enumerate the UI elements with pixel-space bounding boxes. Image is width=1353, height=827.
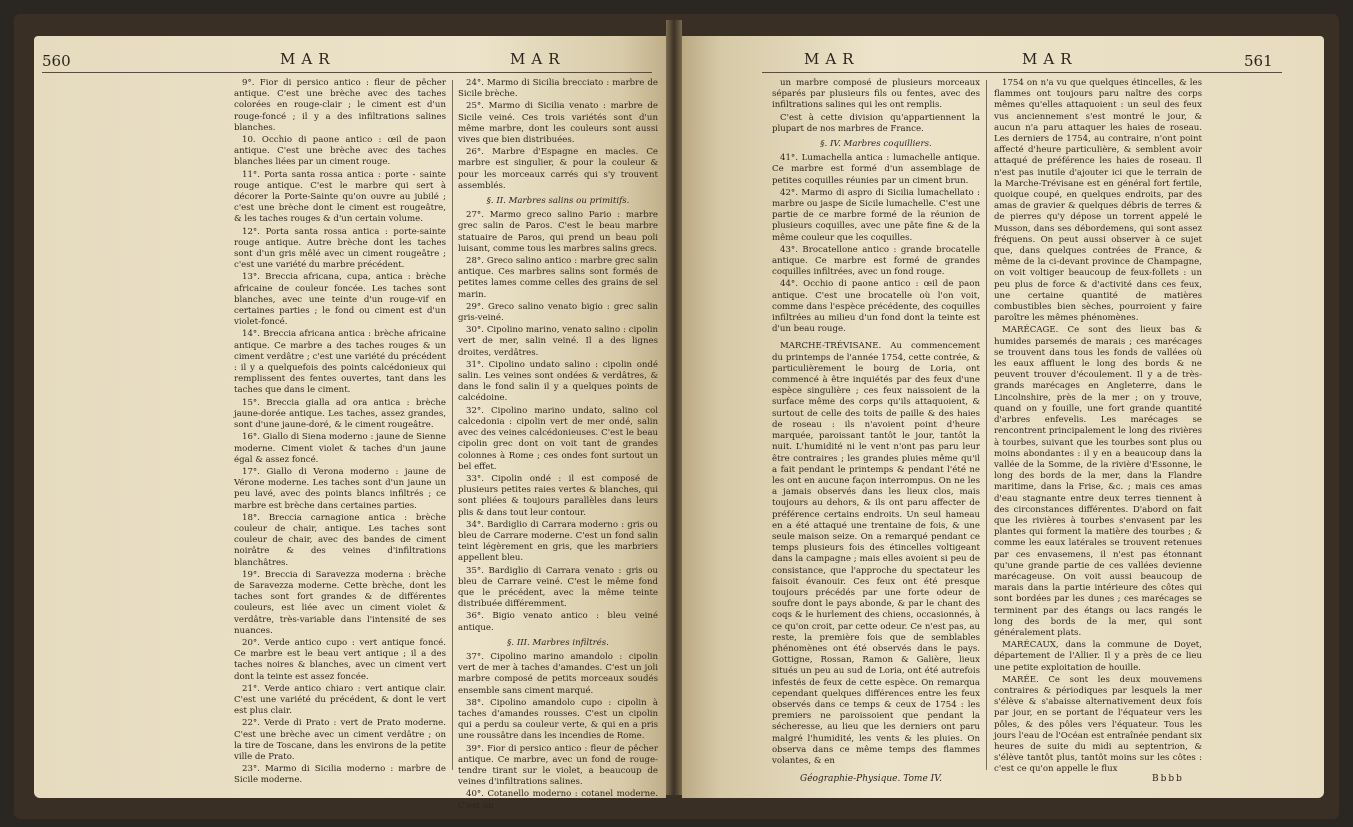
heading-marbres-salins: §. II. Marbres salins ou primitifs. bbox=[486, 196, 630, 207]
paragraph: 11°. Porta santa rossa antica : porte - sainte rouge antique. C'est le marbre qui sert à décorer la Porte-Sainte qu'on ouvre au jubilé ; c'est une brèche dont le ciment est rougeâtre, & les taches rouges & d'un certain volume. bbox=[234, 169, 446, 225]
left-running-head-2: MAR bbox=[510, 50, 566, 68]
paragraph: 27°. Marmo greco salino Pario : marbre grec salin de Paros. C'est le beau marbre statuaire de Paros, qui prend un beau poli luisant, comme tous les marbres salins grecs. bbox=[458, 210, 658, 254]
paragraph: MARÉCAUX, dans la commune de Doyet, département de l'Allier. Il y a près de ce lieu une petite exploitation de houille. bbox=[994, 640, 1202, 673]
paragraph: 31°. Cipolino undato salino : cipolin ondé salin. Les veines sont ondées & verdâtres, & dans le fond salin il y a quelques points de calcédoine. bbox=[458, 359, 658, 404]
heading-marbres-infiltres: §. III. Marbres infiltrés. bbox=[507, 637, 609, 648]
left-page-number: 560 bbox=[42, 52, 71, 70]
paragraph: 35°. Bardiglio di Carrara venato : gris ou bleu de Carrare veiné. C'est le même fond que le précédent, avec la même teinte distribuée différemment. bbox=[458, 565, 658, 610]
signature-mark: Bbbb bbox=[1152, 774, 1184, 784]
paragraph: 15°. Breccia gialla ad ora antica : brèche jaune-dorée antique. Les taches, assez grandes, sont d'une jaune-doré, & le ciment rougeâtre. bbox=[234, 397, 446, 431]
paragraph: 28°. Greco salino antico : marbre grec salin antique. Ces marbres salins sont formés de petites lames comme celles des grains de sel marin. bbox=[458, 256, 658, 300]
book-gutter bbox=[666, 20, 682, 795]
left-running-head-1: MAR bbox=[280, 50, 336, 68]
paragraph: 17°. Giallo di Verona moderno : jaune de Vérone moderne. Les taches sont d'un jaune un peu lavé, avec des points blancs infiltrés ; ce marbre est brèche dans certaines parties. bbox=[234, 466, 446, 511]
page-signature: Géographie-Physique. Tome IV. bbox=[800, 774, 942, 784]
paragraph: 42°. Marmo di aspro di Sicilia lumachellato : marbre ou jaspe de Sicile lumachelle. C'est une partie de ce marbre formé de la réunion de plusieurs coquilles, avec une pâte fine & de la même couleur que les coquilles. bbox=[772, 187, 980, 243]
right-column-2 bbox=[994, 78, 1202, 777]
paragraph: 26°. Marbre d'Espagne en macles. Ce marbre est singulier, & pour la couleur & pour les morceaux carrés qui s'y trouvent assemblés. bbox=[458, 147, 658, 191]
paragraph: 21°. Verde antico chiaro : vert antique clair. C'est une variété du précédent, & dont le vert est plus clair. bbox=[234, 683, 446, 717]
paragraph: 9°. Fior di persico antico : fleur de pêcher antique. C'est une brèche avec des taches colorées en rouge-clair ; le ciment est d'un rouge-foncé ; il y a des infiltrations salines blanches. bbox=[234, 78, 446, 133]
paragraph: 22°. Verde di Prato : vert de Prato moderne. C'est une brèche avec un ciment verdâtre ; on la tire de Toscane, dans les environs de la petite ville de Prato. bbox=[234, 718, 446, 762]
paragraph: 44°. Occhio di paone antico : œil de paon antique. C'est une brocatelle où l'on voit, comme dans l'espèce précédente, des coquilles infiltrées au milieu d'un fond dont la teinte est d'un beau rouge. bbox=[772, 279, 980, 335]
paragraph: 20°. Verde antico cupo : vert antique foncé. Ce marbre est le beau vert antique ; il a des taches noires & blanches, avec un ciment vert dont la teinte est assez foncée. bbox=[234, 637, 446, 682]
paragraph: 30°. Cipolino marino, venato salino : cipolin vert de mer, salin veiné. Il a des lignes droites, verdâtres. bbox=[458, 325, 658, 358]
paragraph: C'est à cette division qu'appartiennent la plupart de nos marbres de France. bbox=[772, 112, 980, 134]
left-column-1 bbox=[234, 78, 446, 788]
paragraph: 12°. Porta santa rossa antica : porte-sainte rouge antique. Autre brèche dont les taches sont d'un gris mêlé avec un ciment rougeâtre ; c'est une variété du marbre précédent. bbox=[234, 226, 446, 271]
paragraph: MARÉE. Ce sont les deux mouvemens contraires & périodiques par lesquels la mer s'élève & s'abaisse alternativement deux fois par jour, en se portant de l'équateur vers les pôles, & des pôles vers l'équateur. Tous les jours l'eau de l'Océan est entraînée pendant six heures de suite du midi au septentrion, & s'élève tantôt plus, tantôt moins sur les côtes : c'est ce qu'on appelle le flux bbox=[994, 674, 1202, 775]
paragraph: un marbre composé de plusieurs morceaux séparés par plusieurs fils ou fentes, avec des infiltrations salines qui les ont remplis. bbox=[772, 78, 980, 111]
paragraph: 16°. Giallo di Siena moderno : jaune de Sienne moderne. Ciment violet & taches d'un jaune égal & assez foncé. bbox=[234, 432, 446, 465]
left-page bbox=[34, 36, 666, 811]
paragraph: 29°. Greco salino venato bigio : grec salin gris-veiné. bbox=[458, 301, 658, 324]
right-page-number: 561 bbox=[1244, 52, 1273, 70]
paragraph: 25°. Marmo di Sicilia venato : marbre de Sicile veiné. Ces trois variétés sont d'un même marbre, dont les couleurs sont aussi vives que bien distribuées. bbox=[458, 101, 658, 146]
right-running-head-1: MAR bbox=[804, 50, 860, 68]
right-page bbox=[682, 36, 1324, 798]
right-running-head-2: MAR bbox=[1022, 50, 1078, 68]
paragraph: 19°. Breccia di Saravezza moderna : brèche de Saravezza moderne. Cette brèche, dont les taches sont fort grandes & de différentes couleurs, est liée avec un ciment violet & verdâtre, très-variable dans l'intensité de ses nuances. bbox=[234, 569, 446, 636]
paragraph: 37°. Cipolino marino amandolo : cipolin vert de mer à taches d'amandes. C'est un joli marbre composé de petits morceaux soudés ensemble sans ciment marqué. bbox=[458, 651, 658, 696]
paragraph: 43°. Brocatellone antico : grande brocatelle antique. Ce marbre est formé de grandes coquilles infiltrées, avec un fond rouge. bbox=[772, 244, 980, 278]
paragraph: 32°. Cipolino marino undato, salino col calcedonia : cipolin vert de mer ondé, salin avec des veines calcédonieuses. C'est le beau cipolin grec dont on voit tant de grandes colonnes à Rome ; ces ondes font surtout un bel effet. bbox=[458, 405, 658, 472]
paragraph: 1754 on n'a vu que quelques étincelles, & les flammes ont toujours paru naître des corps mêmes qu'elles attaquoient : un seul des feux vus anciennement s'est montré le jour, & aucun n'a paru attaquer les haies de roseau. Les derniers de 1754, au contraire, n'ont point affecté d'heure particulière, & semblent avoir attaqué de préférence les haies de roseau. Il n'est pas inutile d'ajouter ici que le terrain de la Marche-Trévisane est en général fort fertile, quoique coupé, en quelques endroits, par des amas de gravier & quelques débris de terres & de pierres qu'y dépose un torrent appelé le Musson, dans ses débordemens, qui sont assez fréquens. On peut aussi observer à ce sujet que, dans quelques contrées de France, & même de la ci-devant province de Champagne, on voit voltiger beaucoup de feux-follets : un peu plus de force & d'activité dans ces feux, une certaine quantité de matières combustibles bien sèches, pourroient y faire paroître les mêmes phénomènes. bbox=[994, 78, 1202, 324]
paragraph: 10. Occhio di paone antico : œil de paon antique. C'est une brèche avec des taches blanches liées par un ciment rouge. bbox=[234, 135, 446, 168]
heading-marbres-coquilliers: §. IV. Marbres coquilliers. bbox=[820, 139, 932, 150]
paragraph: 36°. Bigio venato antico : bleu veiné antique. bbox=[458, 611, 658, 633]
left-column-2 bbox=[458, 78, 658, 813]
right-column-1 bbox=[772, 78, 980, 768]
paragraph: 14°. Breccia africana antica : brèche africaine antique. Ce marbre a des taches rouges & un ciment verdâtre ; c'est une variété du précédent : il y a quelquefois des points calcédonieux qui remplissent des fentes ouvertes, tant dans les taches que dans le ciment. bbox=[234, 329, 446, 396]
paragraph: MARCHE-TRÉVISANE. Au commencement du printemps de l'année 1754, cette contrée, & particulièrement le bourg de Loria, ont commencé à être inquiétés par des feux d'une espèce singulière ; ces feux naissoient de la surface même des corps qu'ils attaquoient, & surtout de celle des toits de paille & des haies de roseau : ils n'avoient point d'heure marquée, paroissant tantôt le jour, tantôt la nuit. L'humidité ni le vent n'ont pas paru leur être contraires ; les grandes pluies même qu'il a fait pendant le printemps & pendant l'été ne les ont en aucune façon interrompus. On ne les a jamais observés dans les lieux clos, mais toujours au dehors, & ils ont paru affecter de préférence certains endroits. Un seul hameau en a été attaqué une trentaine de fois, & une seule maison seize. On a remarqué pendant ce temps plusieurs fois des étincelles voltigeant dans la campagne ; mais elles avoient si peu de consistance, que l'approche du spectateur les faisoit évanouir. Ces feux ont été presque toujours précédés par une forte odeur de soufre dont le pays abonde, & par le chant des coqs & le hurlement des chiens, occasionnés, à ce qu'on croit, par cette odeur. Ce n'est pas, au reste, la première fois que de semblables phénomènes ont été observés dans le pays. Gottigne, Rossan, Ramon & Galière, lieux situés un peu au sud de Loria, ont été autrefois infestés de feux de cette espèce. On remarqua cependant quelques différences entre les feux observés dans ce temps & ceux de 1754 : les premiers ne paroissoient que pendant la sécheresse, au lieu que les derniers ont paru malgré l'humidité, les vents & les pluies. On observa dans ce même temps des flammes volantes, & en bbox=[772, 341, 980, 766]
left-head-rule bbox=[42, 72, 652, 73]
paragraph: 40°. Cotanello moderno : cotanel moderne. C'est un bbox=[458, 789, 658, 811]
paragraph: 34°. Bardiglio di Carrara moderno : gris ou bleu de Carrare moderne. C'est un fond salin teint légèrement en gris, que les marbriers appellent bleu. bbox=[458, 519, 658, 564]
paragraph: 41°. Lumachella antica : lumachelle antique. Ce marbre est formé d'un assemblage de petites coquilles réunies par un ciment brun. bbox=[772, 153, 980, 186]
right-head-rule bbox=[762, 72, 1282, 73]
paragraph: 38°. Cipolino amandolo cupo : cipolin à taches d'amandes rousses. C'est un cipolin qui a perdu sa couleur verte, & qui en a pris une roussâtre dans les incendies de Rome. bbox=[458, 697, 658, 742]
paragraph: 23°. Marmo di Sicilia moderno : marbre de Sicile moderne. bbox=[234, 764, 446, 786]
paragraph: 13°. Breccia africana, cupa, antica : brèche africaine de couleur foncée. Les taches sont blanches, avec une teinte d'un rouge-vif en certaines parties ; le fond ou ciment est d'un violet-foncé. bbox=[234, 272, 446, 328]
paragraph: 18°. Breccia carnagione antica : brèche couleur de chair, antique. Les taches sont couleur de chair, avec des bandes de ciment noirâtre & des veines d'infiltrations blanchâtres. bbox=[234, 512, 446, 568]
paragraph: 39°. Fior di persico antico : fleur de pêcher antique. Ce marbre, avec un fond de rouge-tendre tirant sur le violet, a beaucoup de veines d'infiltrations salines. bbox=[458, 743, 658, 788]
paragraph: MARÉCAGE. Ce sont des lieux bas & humides parsemés de marais ; ces marécages se trouvent dans tous les fonds de vallées où les eaux affluent le long des bords & ne peuvent trouver d'écoulement. Il y a de très-grands marécages en Angleterre, dans le Lincolnshire, près de la mer ; on y trouve, quand on y fouille, une fort grande quantité d'arbres enfevelis. Les marécages se rencontrent principalement le long des rivières à tourbes, suivant que les tourbes sont plus ou moins abondantes : il y en a beaucoup dans la vallée de la Somme, de la rivière d'Essonne, le long des bords de la mer, dans la Flandre maritime, dans la Frise, &c. ; mais ces amas d'eau stagnante entre deux terres tiennent à des circonstances différentes. D'abord on fait que les rivières à tourbes s'envasent par les plantes qui forment la matière des tourbes ; & comme les eaux latérales se trouvent retenues par ces envasemens, il n'est pas étonnant qu'une grande partie de ces vallées devienne marécageuse. On voit aussi beaucoup de marais dans la partie intérieure des côtes qui sont bordées par les dunes ; ces marécages se terminent par des étangs ou lacs rangés le long des bords de la mer, qui sont généralement plats. bbox=[994, 325, 1202, 638]
right-column-separator bbox=[986, 80, 987, 770]
paragraph: 33°. Cipolin ondé : il est composé de plusieurs petites raies vertes & blanches, qui sont pliées & toujours parallèles dans leurs plis & dans tout leur contour. bbox=[458, 473, 658, 518]
left-column-separator bbox=[452, 80, 453, 770]
paragraph: 24°. Marmo di Sicilia brecciato : marbre de Sicile brèche. bbox=[458, 78, 658, 100]
